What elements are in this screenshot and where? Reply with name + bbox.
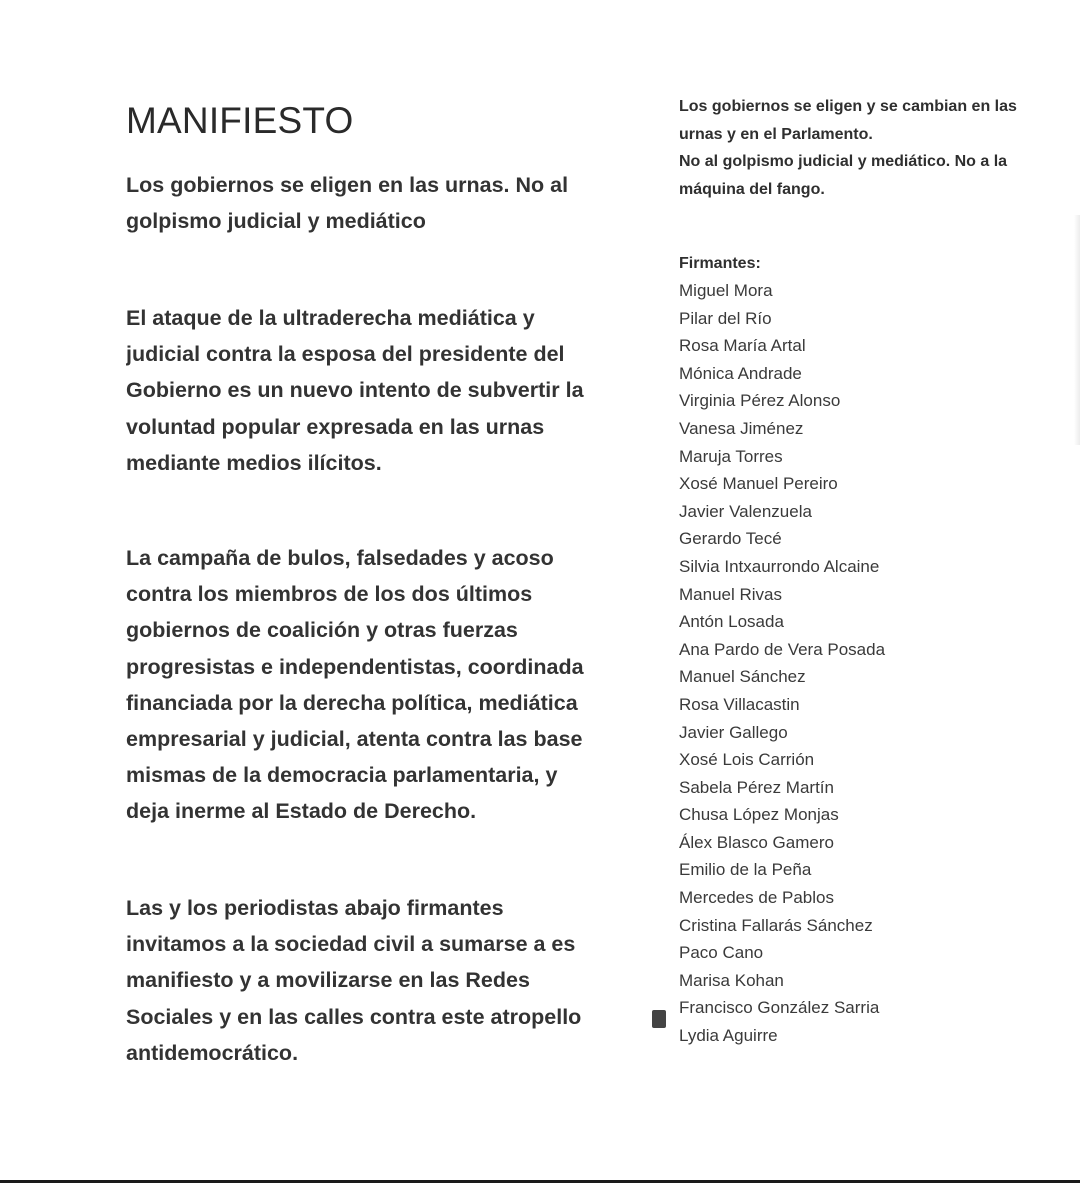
signer-name: Virginia Pérez Alonso xyxy=(679,391,841,411)
signers-list xyxy=(679,277,885,1050)
bottom-divider xyxy=(0,1180,1080,1183)
page-edge-shadow xyxy=(1074,215,1080,445)
signer-name: Paco Cano xyxy=(679,943,764,963)
signers-intro: Los gobiernos se eligen y se cambian en las urnas y en el Parlamento. No al golpismo judicial y mediático. No a la máquina del fango. xyxy=(679,98,1017,198)
manifesto-paragraph-3: Las y los periodistas abajo firmantes invitamos a la sociedad civil a sumarse a es manifiesto y a movilizarse en las Redes Sociales y en las calles contra este atropello antidemocrático. xyxy=(126,896,582,1065)
signer-name: Xosé Lois Carrión xyxy=(679,750,815,770)
manifesto-column xyxy=(126,0,610,1185)
signer-name: Javier Valenzuela xyxy=(679,501,812,521)
signer-name: Manuel Rivas xyxy=(679,584,782,604)
signer-name: Antón Losada xyxy=(679,612,784,632)
signer-name: Marisa Kohan xyxy=(679,970,784,990)
manifesto-title: MANIFIESTO xyxy=(126,100,354,141)
signer-name: Javier Gallego xyxy=(679,722,788,742)
signer-name: Cristina Fallarás Sánchez xyxy=(679,915,873,935)
signer-name: Mónica Andrade xyxy=(679,363,802,383)
manifesto-subtitle: Los gobiernos se eligen en las urnas. No al golpismo judicial y mediático xyxy=(126,173,569,234)
signer-name: Manuel Sánchez xyxy=(679,667,806,687)
signer-name: Lydia Aguirre xyxy=(679,1026,778,1046)
signer-name: Vanesa Jiménez xyxy=(679,418,804,438)
signer-name: Francisco González Sarria xyxy=(679,998,880,1018)
signer-name: Xosé Manuel Pereiro xyxy=(679,474,838,494)
signer-name: Rosa María Artal xyxy=(679,336,806,356)
signer-name: Sabela Pérez Martín xyxy=(679,777,834,797)
signer-name: Silvia Intxaurrondo Alcaine xyxy=(679,556,880,576)
manifesto-paragraph-1: El ataque de la ultraderecha mediática y judicial contra la esposa del presidente del Gobierno es un nuevo intento de subvertir la voluntad popular expresada en las urnas mediante medios ilícitos. xyxy=(126,306,584,475)
signer-name: Pilar del Río xyxy=(679,308,772,328)
signer-name: Maruja Torres xyxy=(679,446,783,466)
signers-heading: Firmantes: xyxy=(679,255,761,272)
signer-name: Chusa López Monjas xyxy=(679,805,839,825)
signer-name: Gerardo Tecé xyxy=(679,529,782,549)
signer-name: Miguel Mora xyxy=(679,281,773,300)
signer-name: Mercedes de Pablos xyxy=(679,888,834,908)
margin-mark xyxy=(652,1010,666,1028)
signer-name: Álex Blasco Gamero xyxy=(679,832,834,852)
signer-name: Ana Pardo de Vera Posada xyxy=(679,639,886,659)
signer-name: Emilio de la Peña xyxy=(679,860,812,880)
manifesto-paragraph-2: La campaña de bulos, falsedades y acoso contra los miembros de los dos últimos gobiernos de coalición y otras fuerzas progresistas e independentistas, coordinada financiada por la derecha política, mediática empresarial y judicial, atenta contra las base mismas de la democracia parlamentaria, y deja inerme al Estado de Derecho. xyxy=(126,546,584,824)
signer-name: Rosa Villacastin xyxy=(679,694,800,714)
